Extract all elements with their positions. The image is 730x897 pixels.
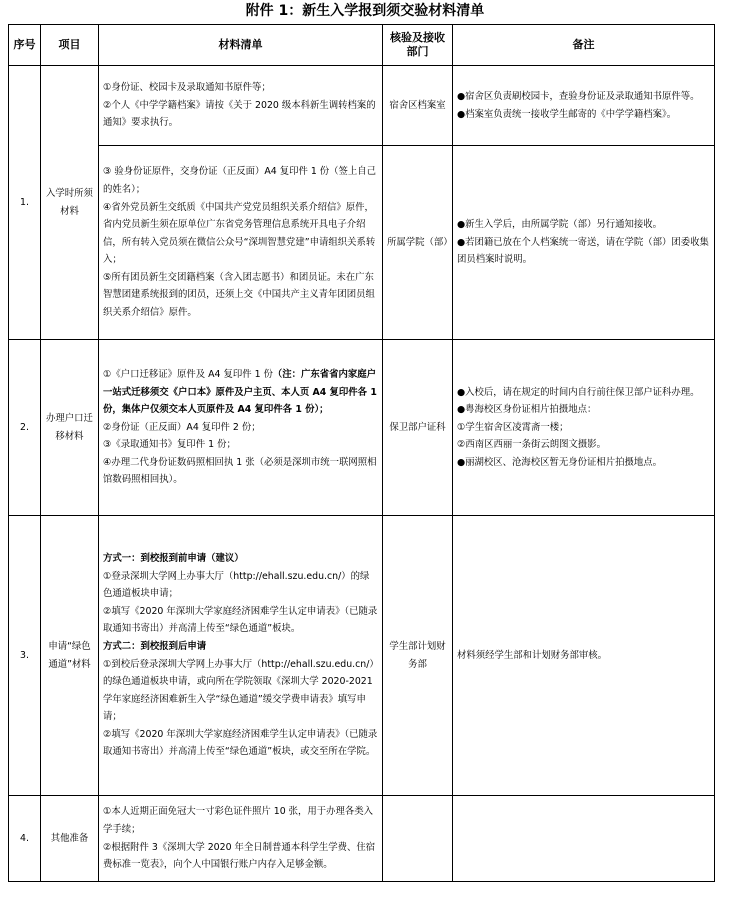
material-lead: ①《户口迁移证》原件及 A4 复印件 1 份 (103, 368, 273, 380)
header-item: 项目 (41, 25, 99, 66)
material-line (103, 366, 378, 419)
row-item: 办理户口迁移材料 (41, 340, 99, 516)
material-line: ①到校后登录深圳大学网上办事大厅（http://ehall.szu.edu.cn/）的绿色通道板块申请，或向所在学院领取《深圳大学 2020-2021 学年家庭经济困难新生入学“绿色通道”缓交学费申请表》填写申请； (103, 658, 375, 723)
table-row (9, 340, 715, 516)
material-line: ①本人近期正面免冠大一寸彩色证件照片 10 张，用于办理各类入学手续； (103, 806, 374, 835)
header-num: 序号 (9, 25, 41, 66)
notes-cell (453, 516, 715, 796)
note-line: 材料须经学生部和计划财务部审核。 (457, 649, 608, 661)
table-row (9, 796, 715, 882)
material-line: ①登录深圳大学网上办事大厅（http://ehall.szu.edu.cn/）的绿色通道板块申请； (103, 570, 370, 600)
material-note-bold: （注：广东省省内家庭户一站式迁移须交《户口本》原件及户主页、本人页 A4 复印件各 1 份，集体户仅须交本人页原件及 A4 复印件各 1 份）； (103, 368, 377, 416)
dept-cell: 所属学院（部） (383, 146, 453, 340)
notes-cell (453, 796, 715, 882)
note-line: ●入校后，请在规定的时间内自行前往保卫部户证科办理。 (457, 386, 700, 398)
note-line: ●宿舍区负责刷校园卡，查验身份证及录取通知书原件等。 (457, 90, 700, 102)
row-num: 1. (9, 66, 41, 340)
material-line: ④办理二代身份证数码照相回执 1 张（必须是深圳市统一联网照相馆数码照相回执）。 (103, 456, 377, 486)
row-item: 申请“绿色通道”材料 (41, 516, 99, 796)
row-item: 其他准备 (41, 796, 99, 882)
note-line: ●新生入学后，由所属学院（部）另行通知接收。 (457, 219, 663, 231)
notes-cell (453, 146, 715, 340)
notes-cell (453, 66, 715, 146)
row-num: 4. (9, 796, 41, 882)
header-notes: 备注 (453, 25, 715, 66)
notes-cell (453, 340, 715, 516)
materials-table (8, 24, 715, 882)
header-dept: 核验及接收部门 (383, 25, 453, 66)
dept-cell: 学生部计划财务部 (383, 516, 453, 796)
document-title: 附件 1：新生入学报到须交验材料清单 (245, 3, 485, 19)
note-line: ①学生宿舍区凌霄斋一楼； (457, 421, 569, 433)
material-line: ②填写《2020 年深圳大学家庭经济困难学生认定申请表》（已随录取通知书寄出）并高清上传至“绿色通道”板块。 (103, 605, 378, 635)
note-line: ②西南区西丽一条街云朗图文摄影。 (457, 439, 607, 451)
material-line: ②填写《2020 年深圳大学家庭经济困难学生认定申请表》（已随录取通知书寄出）并高清上传至“绿色通道”板块，或交至所在学院。 (103, 728, 378, 758)
note-line: ●档案室负责统一接收学生邮寄的《中学学籍档案》。 (457, 108, 677, 120)
materials-cell (99, 796, 383, 882)
row-item: 入学时所须材料 (41, 66, 99, 340)
note-line: ●粤海校区身份证相片拍摄地点： (457, 404, 597, 416)
material-line: ②身份证（正反面）A4 复印件 2 份； (103, 421, 261, 433)
materials-cell (99, 66, 383, 146)
material-line: ③《录取通知书》复印件 1 份； (103, 439, 236, 451)
row-num: 3. (9, 516, 41, 796)
table-row (9, 66, 715, 146)
materials-cell (99, 146, 383, 340)
materials-cell (99, 340, 383, 516)
table-row (9, 146, 715, 340)
material-line: ②根据附件 3《深圳大学 2020 年全日制普通本科学生学费、住宿费标准一览表》，向个人中国银行账户内存入足够金额。 (103, 841, 376, 871)
way-heading: 方式一：到校报到前申请（建议） (103, 552, 244, 564)
header-materials: 材料清单 (99, 25, 383, 66)
dept-cell: 宿舍区档案室 (383, 66, 453, 146)
table-row (9, 516, 715, 796)
table-header-row (9, 25, 715, 66)
material-line: ②个人《中学学籍档案》请按《关于 2020 级本科新生调转档案的通知》要求执行。 (103, 99, 376, 129)
dept-cell (383, 796, 453, 882)
way-heading: 方式二：到校报到后申请 (103, 640, 207, 652)
dept-cell: 保卫部户证科 (383, 340, 453, 516)
material-line: ③ 验身份证原件，交身份证（正反面）A4 复印件 1 份（签上自己的姓名）； (103, 166, 377, 195)
material-line: ⑤所有团员新生交团籍档案（含入团志愿书）和团员证。未在广东智慧团建系统报到的团员，还须上交《中国共产主义青年团团员组织关系介绍信》原件。 (103, 271, 375, 319)
row-num: 2. (9, 340, 41, 516)
note-line: ●丽湖校区、沧海校区暂无身份证相片拍摄地点。 (457, 456, 663, 468)
materials-cell (99, 516, 383, 796)
note-line: ●若团籍已放在个人档案统一寄送，请在学院（部）团委收集团员档案时说明。 (457, 236, 709, 266)
material-line: ④省外党员新生交纸质《中国共产党党员组织关系介绍信》原件，省内党员新生须在原单位广东省党务管理信息系统开具电子介绍信，所有转入党员须在微信公众号“深圳智慧党建”申请组织关系转入； (103, 201, 376, 266)
material-line: ①身份证、校园卡及录取通知书原件等； (103, 82, 271, 94)
